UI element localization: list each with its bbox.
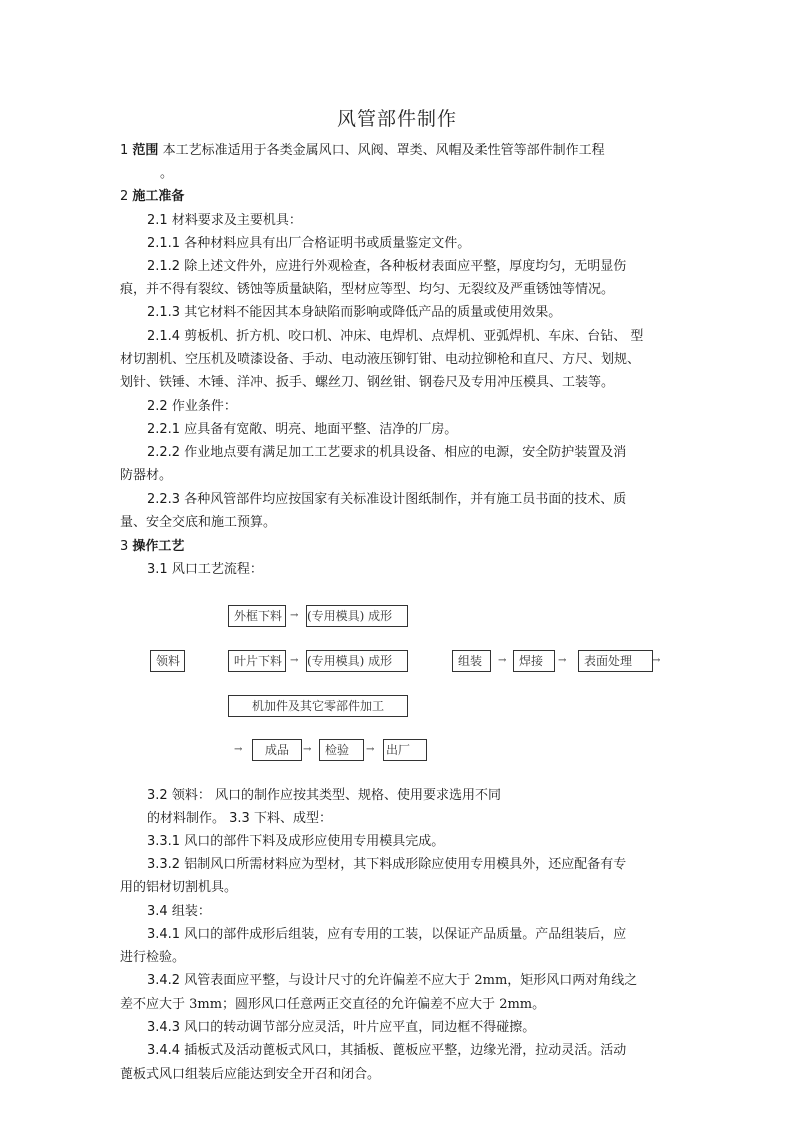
paragraph-text: 下料、成型： bbox=[253, 811, 332, 826]
paragraph-2-1-1 bbox=[147, 236, 470, 252]
paragraph-continuation: 进行检验。 bbox=[120, 950, 186, 965]
paragraph-2-1-4 bbox=[147, 329, 643, 345]
paragraph-continuation: 用的铝材切割机具。 bbox=[120, 880, 238, 895]
flow-box-blade-cut: 叶片下料 bbox=[228, 650, 286, 672]
section-heading: 范围 bbox=[132, 143, 159, 158]
paragraph-text: 剪板机、折方机、咬口机、冲床、电焊机、点焊机、亚弧焊机、车床、台钻、 型 bbox=[184, 329, 644, 344]
arrow-icon: → bbox=[498, 655, 507, 666]
paragraph-number: 3.4.4 bbox=[147, 1043, 181, 1058]
flow-box-welding: 焊接 bbox=[513, 650, 555, 672]
paragraph-continuation: 蓖板式风口组装后应能达到安全开召和闭合。 bbox=[120, 1067, 381, 1082]
section-3-heading bbox=[120, 539, 184, 555]
paragraph-number: 3.1 bbox=[147, 562, 168, 577]
paragraph-2-2-1 bbox=[147, 422, 457, 438]
paragraph-2-1 bbox=[147, 213, 302, 229]
section-1-scope bbox=[120, 143, 605, 159]
section-heading: 操作工艺 bbox=[132, 539, 185, 554]
paragraph-3-3-1 bbox=[147, 834, 444, 850]
paragraph-number: 3.4.3 bbox=[147, 1020, 181, 1035]
paragraph-text: 本工艺标准适用于各类金属风口、风阀、罩类、风帽及柔性管等部件制作工程 bbox=[162, 143, 605, 158]
arrow-icon: → bbox=[290, 655, 299, 666]
paragraph-number: 3.4.1 bbox=[147, 927, 181, 942]
paragraph-number: 3.2 bbox=[147, 788, 168, 803]
flow-box-inspection: 检验 bbox=[319, 739, 364, 761]
arrow-icon: → bbox=[234, 744, 243, 755]
paragraph-2-2-2 bbox=[147, 445, 626, 461]
arrow-icon: → bbox=[303, 744, 312, 755]
paragraph-number: 3.3.1 bbox=[147, 834, 181, 849]
paragraph-text: 材料要求及主要机具： bbox=[171, 213, 302, 228]
paragraph-text: 插板式及活动蓖板式风口，其插板、蓖板应平整，边缘光滑，拉动灵活。活动 bbox=[184, 1043, 627, 1058]
flow-box-material-pickup: 领料 bbox=[150, 650, 185, 672]
paragraph-number: 3.3 bbox=[229, 811, 250, 826]
paragraph-3-4-3 bbox=[147, 1020, 535, 1036]
paragraph-continuation: 材切割机、空压机及喷漆设备、手动、电动液压铆钉钳、电动拉铆枪和直尺、方尺、划规、 bbox=[120, 352, 641, 367]
paragraph-continuation: 划针、铁锤、木锤、洋冲、扳手、螺丝刀、钢丝钳、钢卷尺及专用冲压模具、工装等。 bbox=[120, 375, 615, 390]
paragraph-number: 2.1.3 bbox=[147, 305, 181, 320]
section-number: 1 bbox=[120, 143, 129, 158]
paragraph-text: 作业条件： bbox=[171, 399, 237, 414]
paragraph-text: 铝制风口所需材料应为型材，其下料成形除应使用专用模具外，还应配备有专 bbox=[184, 857, 627, 872]
paragraph-number: 2.1.2 bbox=[147, 259, 181, 274]
paragraph-2-2-3 bbox=[147, 492, 626, 508]
arrow-icon: → bbox=[558, 655, 567, 666]
paragraph-continuation: 量、安全交底和施工预算。 bbox=[120, 515, 277, 530]
paragraph-3-3-2 bbox=[147, 857, 626, 873]
paragraph-text: 其它材料不能因其本身缺陷而影响或降低产品的质量或使用效果。 bbox=[184, 305, 562, 320]
section-heading: 施工准备 bbox=[132, 189, 185, 204]
paragraph-3-3 bbox=[147, 811, 332, 827]
paragraph-number: 2.2.2 bbox=[147, 445, 181, 460]
paragraph-number: 3.3.2 bbox=[147, 857, 181, 872]
paragraph-number: 2.2.3 bbox=[147, 492, 181, 507]
paragraph-3-4-1 bbox=[147, 927, 626, 943]
paragraph-2-2 bbox=[147, 399, 237, 415]
flow-box-outer-frame-cut: 外框下料 bbox=[228, 605, 286, 627]
paragraph-text: 应具备有宽敞、明亮、地面平整、洁净的厂房。 bbox=[184, 422, 458, 437]
paragraph-2-1-3 bbox=[147, 305, 561, 321]
paragraph-continuation: 。 bbox=[160, 166, 174, 181]
paragraph-text: 除上述文件外，应进行外观检查，各种板材表面应平整，厚度均匀，无明显伤 bbox=[184, 259, 627, 274]
arrow-icon: → bbox=[652, 655, 661, 666]
arrow-icon: → bbox=[366, 744, 375, 755]
paragraph-text: 各种风管部件均应按国家有关标准设计图纸制作，并有施工员书面的技术、质 bbox=[184, 492, 627, 507]
flow-box-finished-product: 成品 bbox=[252, 739, 302, 761]
flow-box-surface-treatment: 表面处理 bbox=[578, 650, 653, 672]
section-number: 3 bbox=[120, 539, 129, 554]
paragraph-number: 2.1 bbox=[147, 213, 168, 228]
paragraph-3-2 bbox=[147, 788, 501, 804]
paragraph-text: 组装： bbox=[171, 904, 211, 919]
paragraph-text: 风口的部件成形后组装，应有专用的工装，以保证产品质量。产品组装后，应 bbox=[184, 927, 627, 942]
paragraph-text: 各种材料应具有出厂合格证明书或质量鉴定文件。 bbox=[184, 236, 471, 251]
paragraph-3-4-4 bbox=[147, 1043, 626, 1059]
paragraph-number: 2.2.1 bbox=[147, 422, 181, 437]
paragraph-3-1 bbox=[147, 562, 263, 578]
paragraph-3-4-2 bbox=[147, 973, 637, 989]
paragraph-2-1-2 bbox=[147, 259, 626, 275]
flow-box-outer-forming: (专用模具) 成形 bbox=[306, 605, 408, 627]
arrow-icon: → bbox=[290, 610, 299, 621]
flow-box-assembly: 组装 bbox=[452, 650, 491, 672]
paragraph-continuation: 防器材。 bbox=[120, 468, 173, 483]
paragraph-number: 2.2 bbox=[147, 399, 168, 414]
flow-box-shipment: 出厂 bbox=[383, 739, 427, 761]
paragraph-text: 的材料制作。 bbox=[147, 811, 230, 826]
flow-box-blade-forming: (专用模具) 成形 bbox=[306, 650, 408, 672]
paragraph-continuation: 痕，并不得有裂纹、锈蚀等质量缺陷，型材应等型、均匀、无裂纹及严重锈蚀等情况。 bbox=[120, 282, 615, 297]
paragraph-text: 风口工艺流程： bbox=[171, 562, 263, 577]
paragraph-text: 风口的转动调节部分应灵活，叶片应平直，同边框不得碰擦。 bbox=[184, 1020, 536, 1035]
paragraph-text: 领料： 风口的制作应按其类型、规格、使用要求选用不同 bbox=[171, 788, 501, 803]
paragraph-text: 风口的部件下料及成形应使用专用模具完成。 bbox=[184, 834, 445, 849]
flow-box-machining: 机加件及其它零部件加工 bbox=[228, 695, 408, 717]
section-2-heading bbox=[120, 189, 184, 205]
paragraph-number: 2.1.4 bbox=[147, 329, 181, 344]
paragraph-3-4 bbox=[147, 904, 211, 920]
paragraph-number: 3.4.2 bbox=[147, 973, 181, 988]
paragraph-continuation: 差不应大于 3mm；圆形风口任意两正交直径的允许偏差不应大于 2mm。 bbox=[120, 997, 546, 1012]
paragraph-number: 2.1.1 bbox=[147, 236, 181, 251]
document-title: 风管部件制作 bbox=[336, 108, 457, 130]
section-number: 2 bbox=[120, 189, 129, 204]
paragraph-number: 3.4 bbox=[147, 904, 168, 919]
paragraph-text: 作业地点要有满足加工工艺要求的机具设备、相应的电源，安全防护装置及消 bbox=[184, 445, 627, 460]
paragraph-text: 风管表面应平整，与设计尺寸的允许偏差不应大于 2mm，矩形风口两对角线之 bbox=[184, 973, 638, 988]
